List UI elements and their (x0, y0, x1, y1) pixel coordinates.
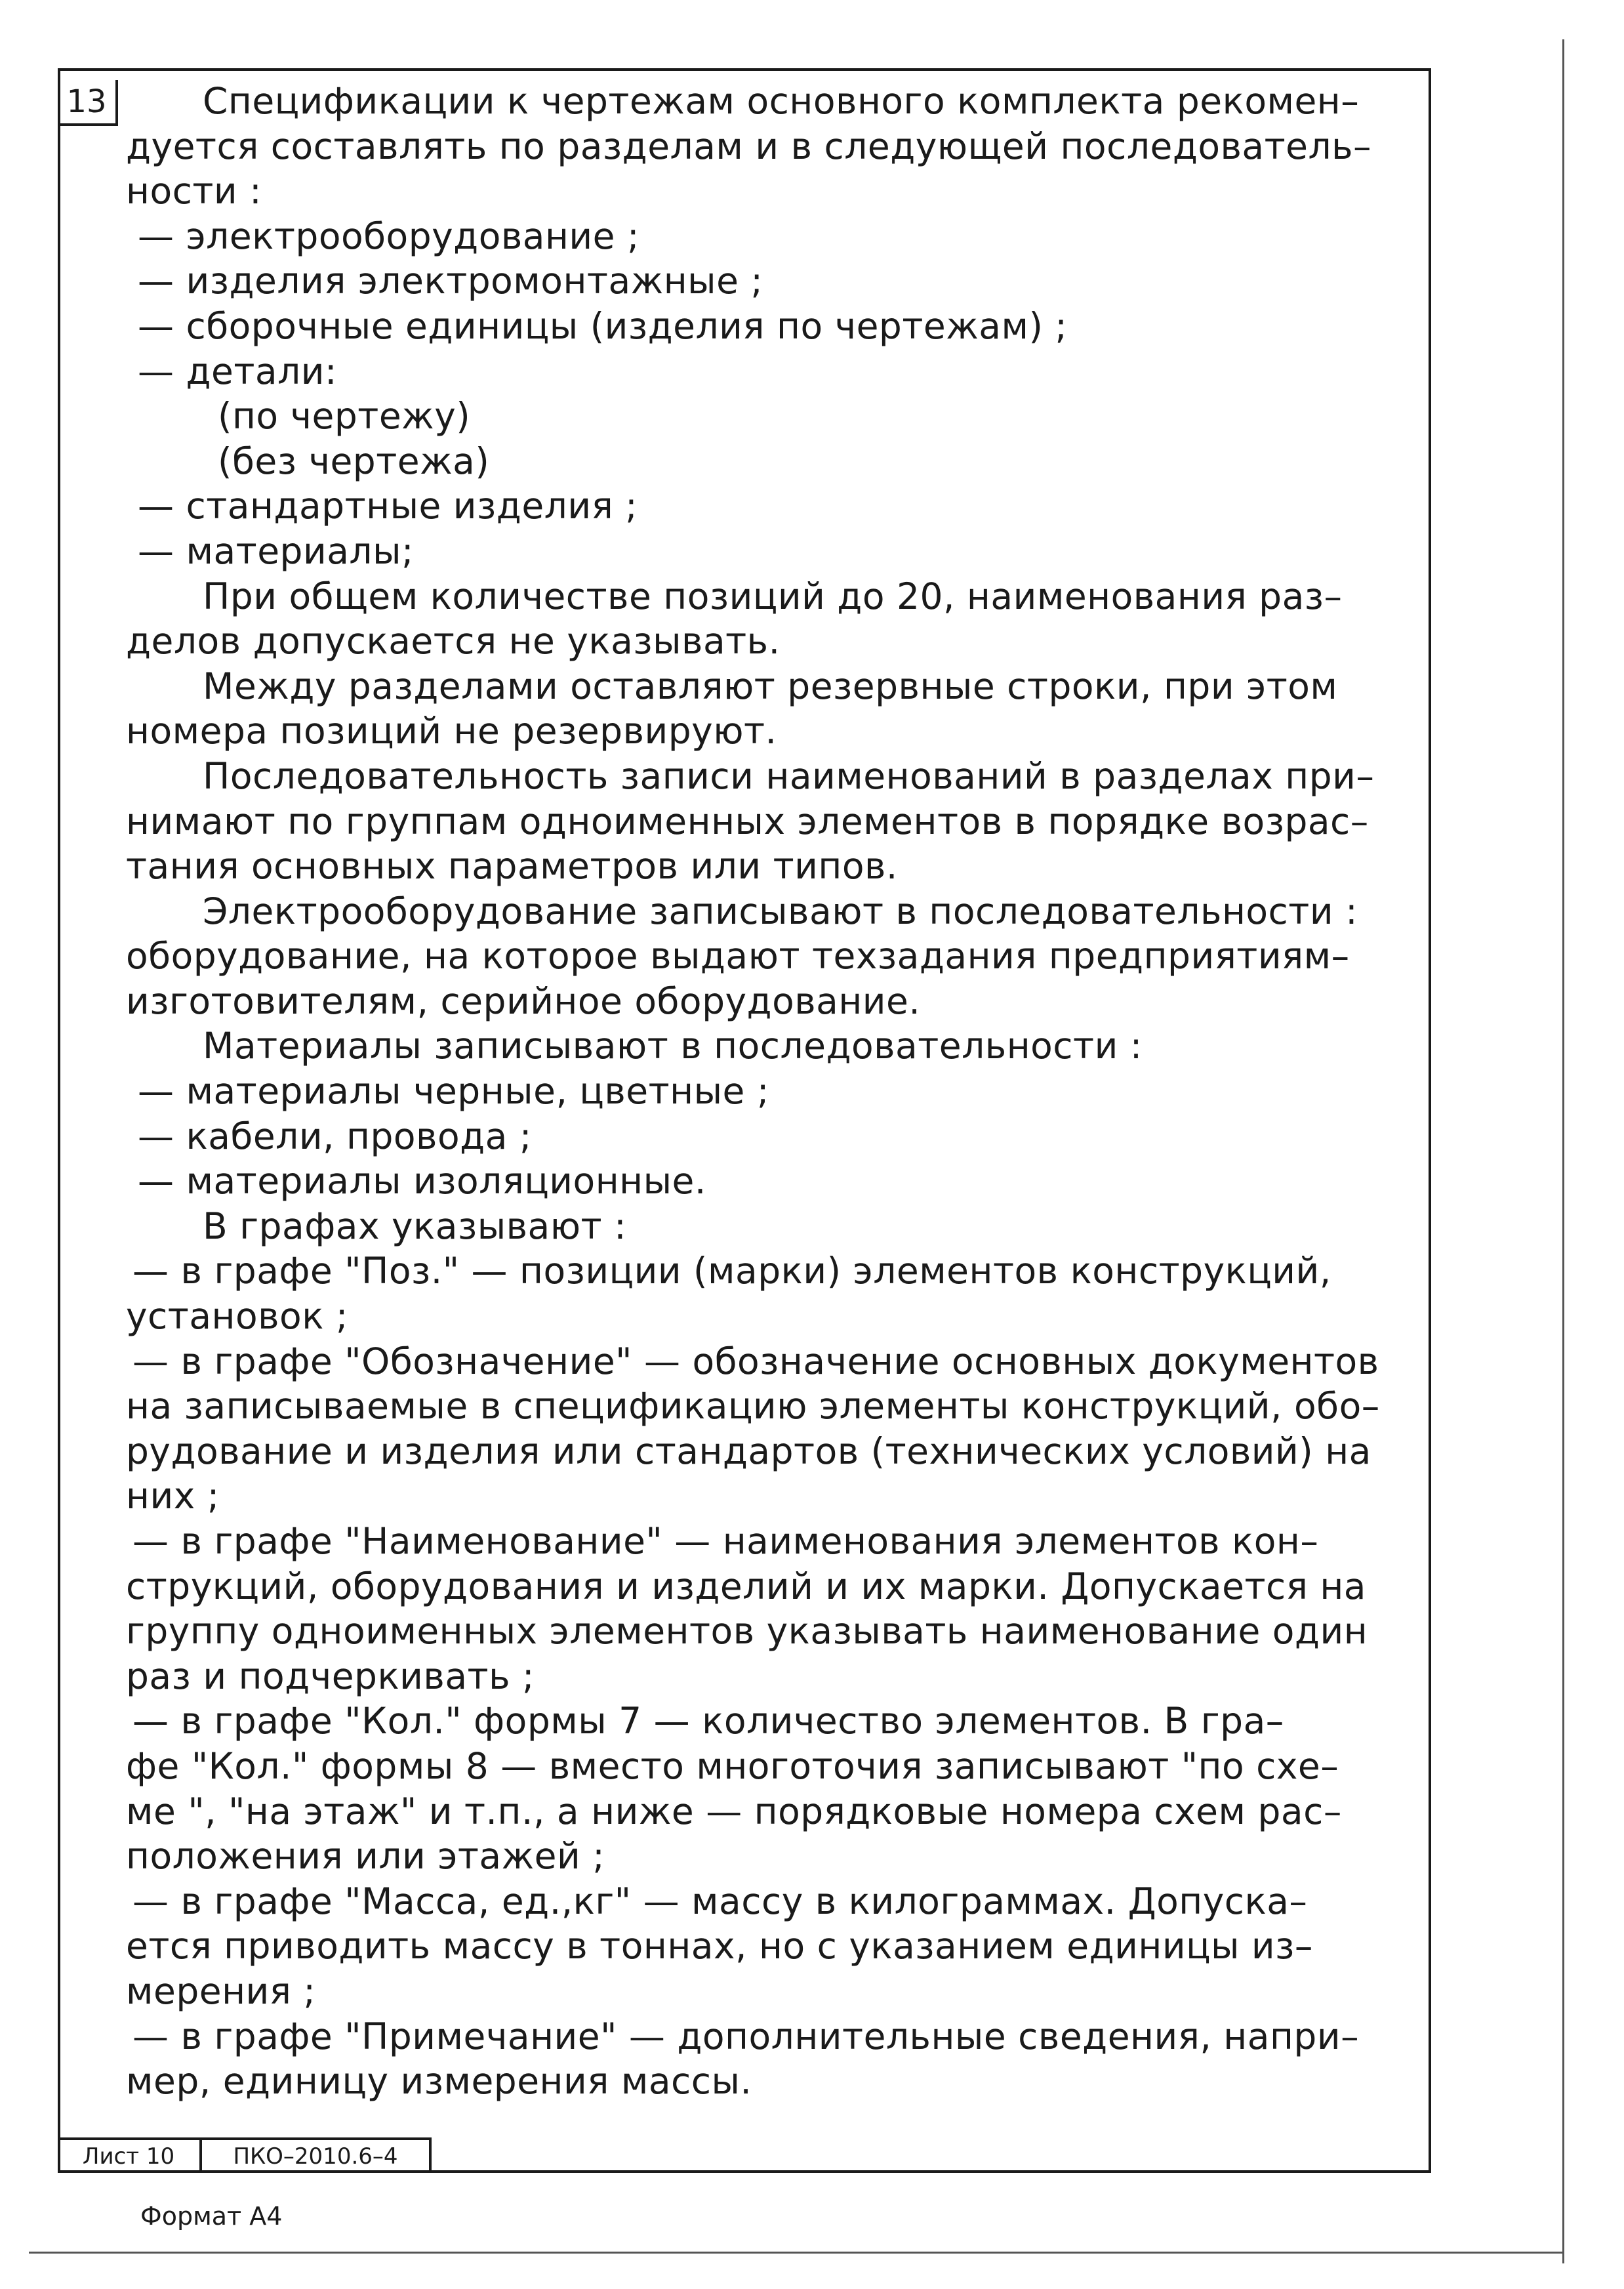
text-line: ется приводить массу в тоннах, но с указанием единицы из– (126, 1925, 1313, 1968)
text-line: — в графе "Кол." формы 7 — количество элементов. В гра– (132, 1700, 1284, 1743)
stamp-document-code: ПКО–2010.6–4 (233, 2143, 398, 2170)
text-line: — в графе "Наименование" — наименования элементов кон– (132, 1520, 1319, 1562)
text-line: — в графе "Поз." — позиции (марки) элементов конструкций, (132, 1250, 1331, 1292)
text-line: Последовательность записи наименований в разделах при– (203, 754, 1375, 797)
text-line: (без чертежа) (218, 440, 490, 482)
sheet-bottom-edge (29, 2252, 1564, 2254)
text-line: фе "Кол." формы 8 — вместо многоточия записывают "по схе– (126, 1744, 1339, 1787)
text-line: нимают по группам одноименных элементов в порядке возрас– (126, 800, 1369, 842)
text-line: — изделия электромонтажные ; (138, 260, 763, 302)
stamp-code-cell (202, 2140, 432, 2173)
sheet-right-edge (1562, 39, 1564, 2263)
text-line: — электрооборудование ; (138, 215, 640, 257)
text-line: Электрооборудование записывают в последовательности : (203, 890, 1358, 932)
document-body (126, 79, 1411, 2104)
text-line: мер, единицу измерения массы. (126, 2060, 752, 2103)
text-line: В графах указывают : (203, 1205, 627, 1247)
section-number: 13 (66, 83, 107, 120)
text-line: положения или этажей ; (126, 1835, 605, 1878)
text-line: — материалы черные, цветные ; (138, 1070, 769, 1113)
text-line: на записываемые в спецификацию элементы конструкций, обо– (126, 1385, 1380, 1428)
text-line: делов допускается не указывать. (126, 620, 781, 663)
format-label: Формат А4 (140, 2202, 283, 2231)
text-line: — стандартные изделия ; (138, 485, 638, 527)
text-line: Спецификации к чертежам основного комплекта рекомен– (203, 80, 1360, 122)
text-line: них ; (126, 1475, 220, 1517)
text-line: номера позиций не резервируют. (126, 710, 777, 753)
text-line: установок ; (126, 1295, 348, 1338)
text-line: (по чертежу) (218, 395, 471, 438)
text-line: оборудование, на которое выдают техзадания предприятиям– (126, 935, 1350, 978)
text-line: дуется составлять по разделам и в следующей последователь– (126, 125, 1372, 167)
text-line: — в графе "Обозначение" — обозначение основных документов (132, 1340, 1379, 1382)
text-line: струкций, оборудования и изделий и их марки. Допускается на (126, 1565, 1366, 1607)
text-line: группу одноименных элементов указывать наименование один (126, 1610, 1368, 1653)
text-line: — в графе "Масса, ед.,кг" — массу в килограммах. Допуска– (132, 1880, 1308, 1922)
text-line: мерения ; (126, 1969, 316, 2012)
title-stamp (58, 2137, 432, 2173)
text-line: — в графе "Примечание" — дополнительные сведения, напри– (132, 2015, 1360, 2057)
text-line: Материалы записывают в последовательности : (203, 1025, 1143, 1067)
text-line: — кабели, провода ; (138, 1115, 532, 1157)
text-line: тания основных параметров или типов. (126, 845, 898, 888)
section-number-box (58, 80, 118, 126)
text-line: — сборочные единицы (изделия по чертежам) ; (138, 304, 1068, 347)
text-line: — материалы изоляционные. (138, 1160, 706, 1203)
text-line: ности : (126, 170, 262, 213)
text-line: Между разделами оставляют резервные строки, при этом (203, 665, 1338, 707)
text-line: изготовителям, серийное оборудование. (126, 980, 921, 1022)
stamp-sheet-label: Лист 10 (82, 2143, 175, 2170)
text-line: — детали: (138, 350, 338, 392)
text-line: При общем количестве позиций до 20, наименования раз– (203, 575, 1343, 617)
text-line: ме ", "на этаж" и т.п., а ниже — порядковые номера схем рас– (126, 1790, 1342, 1832)
stamp-sheet-cell (58, 2140, 202, 2173)
text-line: раз и подчеркивать ; (126, 1655, 535, 1697)
text-line: рудование и изделия или стандартов (технических условий) на (126, 1430, 1371, 1472)
text-line: — материалы; (138, 529, 415, 572)
